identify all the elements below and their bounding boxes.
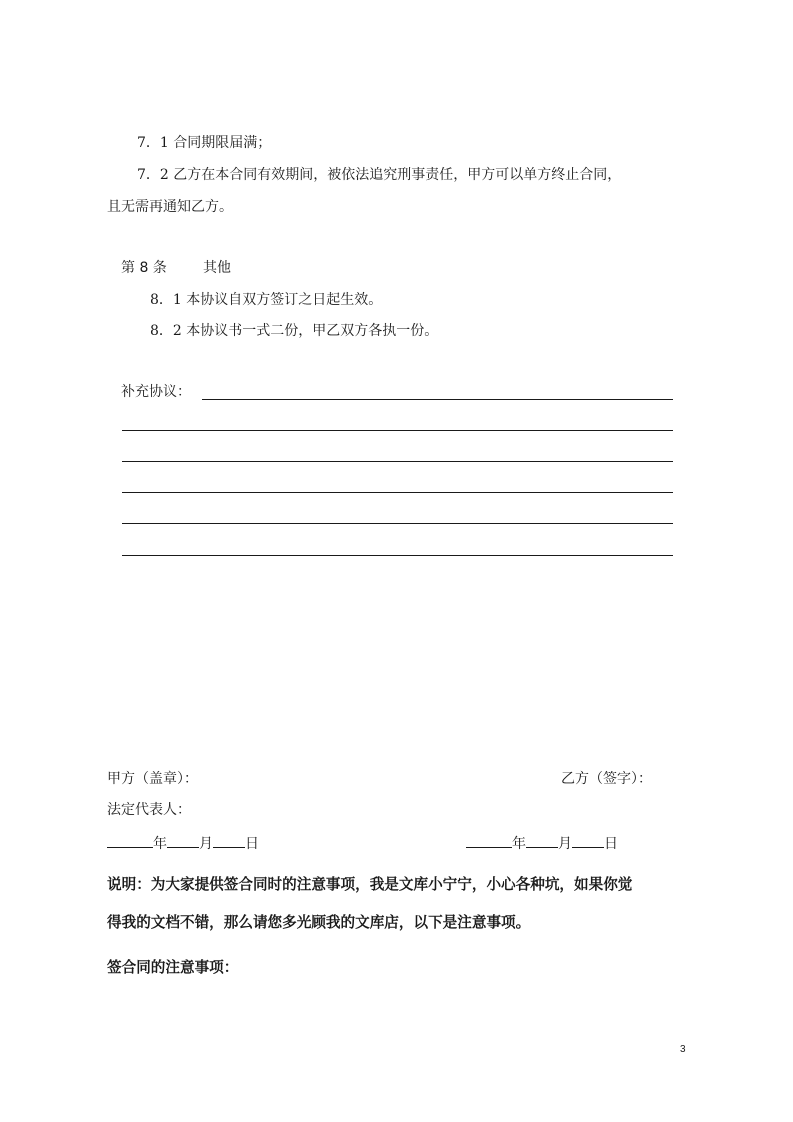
year-label: 年 (153, 836, 167, 852)
note-heading: 签合同的注意事项： (107, 959, 239, 976)
party-a-label: 甲方（盖章）： (107, 771, 198, 787)
supplement-label: 补充协议： (121, 384, 191, 400)
clause-7-2-line1: 7．2 乙方在本合同有效期间，被依法追究刑事责任，甲方可以单方终止合同， (137, 167, 622, 183)
day-blank (213, 833, 245, 848)
supplement-line-4 (122, 492, 673, 493)
day-blank (572, 833, 604, 848)
supplement-line-2 (122, 430, 673, 431)
day-label: 日 (245, 836, 259, 852)
year-label: 年 (512, 836, 526, 852)
supplement-line-6 (122, 555, 673, 556)
party-b-label: 乙方（签字）： (561, 771, 652, 787)
day-label: 日 (604, 836, 618, 852)
article-8-title: 其他 (203, 260, 231, 276)
month-blank (526, 833, 558, 848)
page-number: 3 (680, 1044, 686, 1055)
legal-rep-label: 法定代表人： (107, 802, 191, 818)
year-blank (107, 833, 153, 848)
month-label: 月 (558, 836, 572, 852)
supplement-line-3 (122, 461, 673, 462)
clause-8-1: 8．1 本协议自双方签订之日起生效。 (150, 292, 383, 308)
year-blank (466, 833, 512, 848)
party-a-date (107, 833, 259, 853)
note-line-1: 说明：为大家提供签合同时的注意事项，我是文库小宁宁，小心各种坑，如果你觉 (107, 876, 633, 893)
supplement-line-5 (122, 523, 673, 524)
clause-8-2: 8．2 本协议书一式二份，甲乙双方各执一份。 (150, 323, 439, 339)
month-blank (167, 833, 199, 848)
article-8-number: 第 8 条 (121, 260, 167, 276)
clause-7-2-line2: 且无需再通知乙方。 (107, 199, 233, 215)
clause-7-1: 7．1 合同期限届满； (137, 135, 272, 151)
party-b-date (466, 833, 618, 853)
note-line-2: 得我的文档不错，那么请您多光顾我的文库店，以下是注意事项。 (107, 914, 531, 931)
month-label: 月 (199, 836, 213, 852)
supplement-line-1 (202, 399, 673, 400)
